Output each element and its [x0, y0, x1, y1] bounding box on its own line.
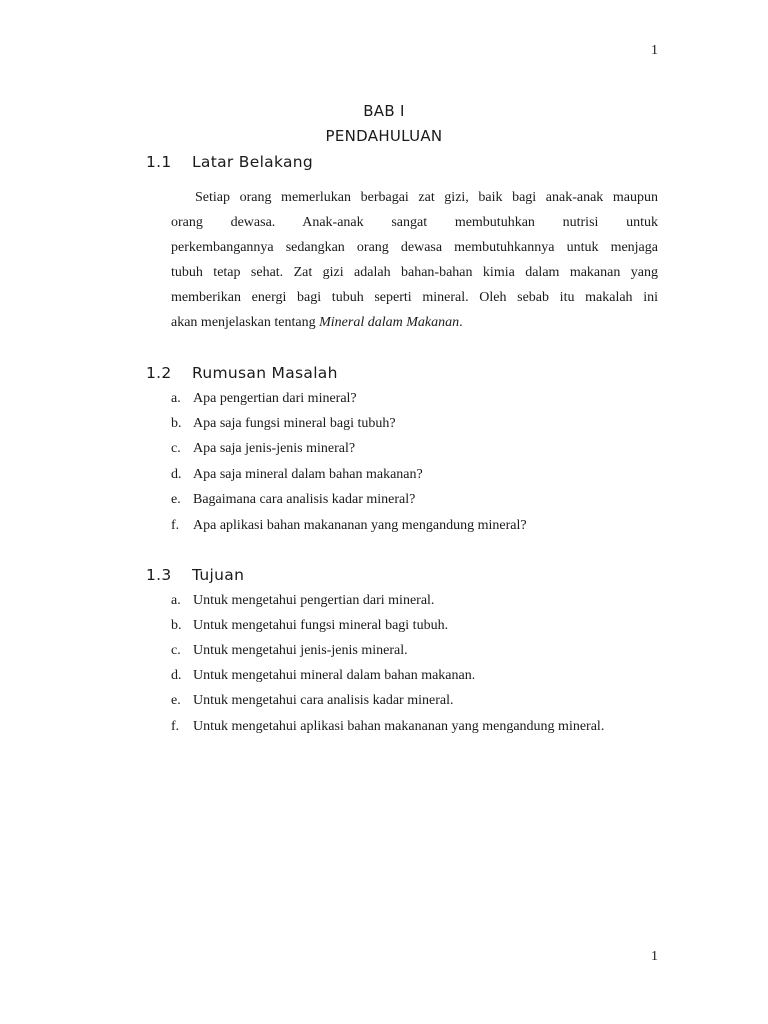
list-text: Bagaimana cara analisis kadar mineral?	[193, 492, 416, 507]
list-text: Apa saja jenis-jenis mineral?	[193, 441, 356, 456]
list-item	[171, 668, 475, 684]
list-marker: b.	[171, 618, 182, 633]
list-marker: f.	[171, 719, 180, 734]
list-item	[171, 693, 453, 709]
list-marker: f.	[171, 518, 180, 533]
paragraph-italic-term: Mineral dalam Makanan	[319, 315, 460, 330]
list-item	[171, 467, 423, 483]
list-marker: e.	[171, 693, 181, 708]
section-number: 1.1	[146, 153, 172, 171]
list-text: Untuk mengetahui fungsi mineral bagi tubuh.	[193, 618, 449, 633]
list-text: Apa aplikasi bahan makananan yang mengandung mineral?	[193, 518, 527, 533]
paragraph-line: tubuh tetap sehat. Zat gizi adalah bahan-bahan kimia dalam makanan yang	[171, 265, 658, 280]
section-title: Tujuan	[192, 566, 245, 584]
paragraph-line: Setiap orang memerlukan berbagai zat gizi, baik bagi anak-anak maupun	[195, 190, 658, 205]
section-heading-tujuan	[146, 566, 244, 584]
list-marker: c.	[171, 441, 181, 456]
list-item	[171, 492, 415, 508]
list-item	[171, 618, 448, 634]
paragraph-line: memberikan energi bagi tubuh seperti mineral. Oleh sebab itu makalah ini	[171, 290, 658, 305]
list-item	[171, 593, 434, 609]
paragraph-period: .	[459, 315, 463, 330]
list-marker: b.	[171, 416, 182, 431]
list-item	[171, 643, 408, 659]
paragraph-last-line	[171, 315, 658, 331]
list-item	[171, 441, 355, 457]
list-marker: a.	[171, 391, 181, 406]
paragraph-line: perkembangannya sedangkan orang dewasa membutuhkannya untuk menjaga	[171, 240, 658, 255]
list-marker: d.	[171, 668, 182, 683]
list-text: Untuk mengetahui mineral dalam bahan makanan.	[193, 668, 476, 683]
section-number: 1.2	[146, 364, 172, 382]
list-text: Untuk mengetahui jenis-jenis mineral.	[193, 643, 408, 658]
paragraph-text: akan menjelaskan tentang	[171, 315, 320, 330]
list-item	[171, 518, 527, 534]
list-text: Untuk mengetahui pengertian dari mineral.	[193, 593, 435, 608]
section-heading-latar-belakang	[146, 153, 313, 171]
list-text: Untuk mengetahui cara analisis kadar mineral.	[193, 693, 454, 708]
section-number: 1.3	[146, 566, 172, 584]
page-number-bottom: 1	[651, 949, 658, 964]
list-text: Apa saja fungsi mineral bagi tubuh?	[193, 416, 396, 431]
section-title: Rumusan Masalah	[192, 364, 338, 382]
list-marker: c.	[171, 643, 181, 658]
section-title: Latar Belakang	[192, 153, 314, 171]
list-item	[171, 719, 604, 735]
list-item	[171, 416, 396, 432]
list-text: Untuk mengetahui aplikasi bahan makananan yang mengandung mineral.	[193, 719, 605, 734]
chapter-title: PENDAHULUAN	[325, 127, 443, 145]
list-marker: d.	[171, 467, 182, 482]
list-item	[171, 391, 357, 407]
list-text: Apa saja mineral dalam bahan makanan?	[193, 467, 423, 482]
list-marker: e.	[171, 492, 181, 507]
paragraph-line: orang dewasa. Anak-anak sangat membutuhkan nutrisi untuk	[171, 215, 658, 230]
list-marker: a.	[171, 593, 181, 608]
chapter-label: BAB I	[363, 102, 405, 120]
page-number-top: 1	[651, 43, 658, 58]
section-heading-rumusan-masalah	[146, 364, 338, 382]
list-text: Apa pengertian dari mineral?	[193, 391, 357, 406]
